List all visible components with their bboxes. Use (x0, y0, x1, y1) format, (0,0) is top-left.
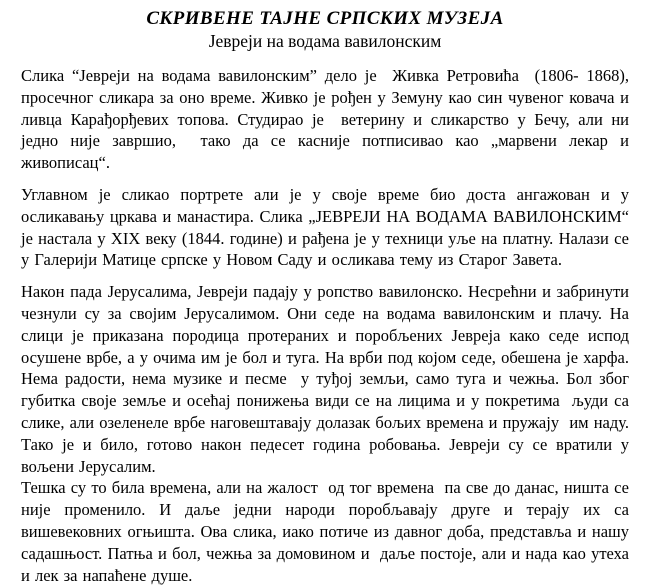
paragraph-closing-reflection: Тешка су то била времена, али на жалост од тог времена па све до данас, ништа се није променило. И даље једни народи поробљавају друге и терају их са вишевековних огњишта. Ова слика, иако потиче из давног доба, представља и нашу садашњост. Патња и бол, чежња за домовином и даље постоје, али и нада као утеха и лек за напаћене душе. (21, 478, 635, 585)
document-title: СКРИВЕНЕ ТАЈНЕ СРПСКИХ МУЗЕЈА (146, 8, 504, 29)
paragraph-return-to-jerusalem: Тако је и било, готово након педесет година робовања. Јевреји су се вратили у вољени Јерусалим. (21, 434, 635, 476)
document-subtitle: Јевреји на водама вавилонским (208, 31, 442, 51)
paragraph-painting-intro: Слика “Јевреји на водама вавилонским” дело је Живка Ретровића (1806- 1868), просечног сликара за оно време. Живко је рођен у Земуну као син чувеног ковача и ливца Карађорђевих топова. Студирао је ветерину и сликарство у Бечу, али ни једно није завршио, тако да се касније потписивао као „марвени лекар и живописац“. (21, 66, 635, 173)
paragraph-scene-description: Након пада Јерусалима, Јевреји падају у ропство вавилонско. Несрећни и забринути чезнули су за својим Јерусалимом. Они седе на водама вавилонским и плачу. На слици је приказана породица протераних и поробљених Јевреја како седе испод осушене врбе, а у очима им је бол и туга. На врби под којом седе, обешена је харфа. Нема радости, нема музике и песме у туђој земљи, само туга и чежња. Бол због губитка своје земље и осећај понижења види се на лицима и у покретима људи са слике, али озеленеле врбе наговештавају долазак бољих времена и пружају им наду. (21, 282, 640, 432)
paragraph-painting-details: Углавном је сликао портрете али је у своје време био доста ангажован и у осликавању цркава и манастира. Слика „ЈЕВРЕЈИ НА ВОДАМА ВАВИЛОНСКИМ“ је настала у XIX веку (1844. године) и рађена је у техници уље на платну. Налази се у Галерији Матице српске у Новом Саду и осликава тему из Старог Завета. (21, 184, 640, 270)
